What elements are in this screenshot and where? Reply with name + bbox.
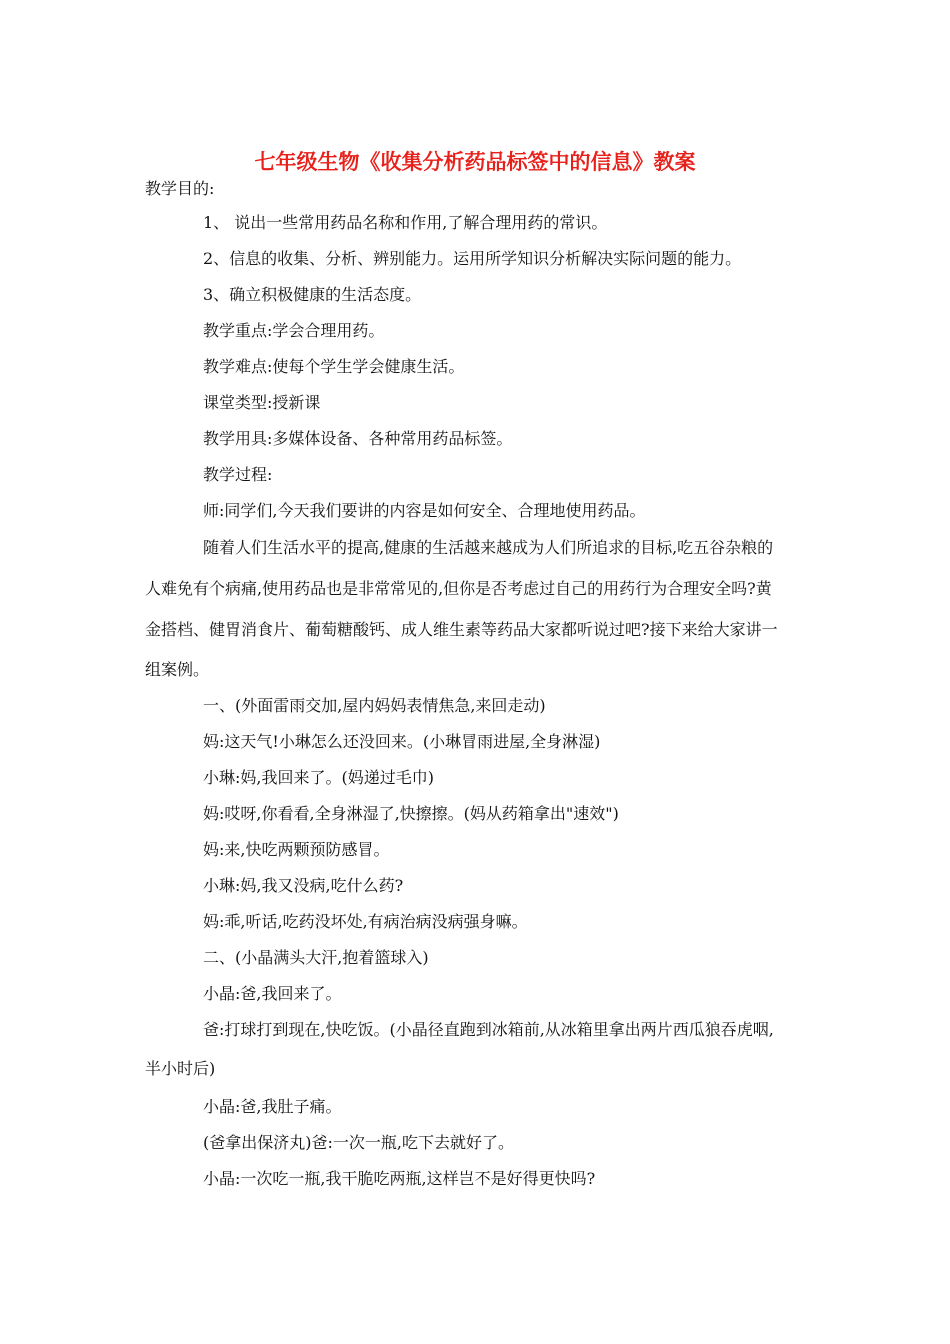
document-title: 七年级生物《收集分析药品标签中的信息》教案	[254, 149, 696, 174]
lesson-type: 课堂类型:授新课	[203, 393, 321, 412]
paragraph-line: 随着人们生活水平的提高,健康的生活越来越成为人们所追求的目标,吃五谷杂粮的	[203, 538, 774, 557]
paragraph-line: 人难免有个病痛,使用药品也是非常常见的,但你是否考虑过自己的用药行为合理安全吗?黄	[145, 579, 772, 598]
objective-item-1: 1、 说出一些常用药品名称和作用,了解合理用药的常识。	[203, 213, 608, 232]
dialogue-line: 半小时后)	[145, 1059, 216, 1078]
dialogue-line: 小琳:妈,我又没病,吃什么药?	[203, 876, 404, 895]
dialogue-line: 小晶:爸,我回来了。	[203, 984, 342, 1003]
dialogue-line: 小晶:爸,我肚子痛。	[203, 1097, 342, 1116]
difficult-point: 教学难点:使每个学生学会健康生活。	[203, 357, 465, 376]
objectives-heading: 教学目的:	[145, 179, 215, 198]
dialogue-line: 妈:哎呀,你看看,全身淋湿了,快擦擦。(妈从药箱拿出"速效")	[203, 804, 619, 823]
paragraph-line: 金搭档、健胃消食片、葡萄糖酸钙、成人维生素等药品大家都听说过吧?接下来给大家讲一	[145, 620, 778, 639]
dialogue-line: 妈:来,快吃两颗预防感冒。	[203, 840, 390, 859]
dialogue-line: 妈:这天气!小琳怎么还没回来。(小琳冒雨进屋,全身淋湿)	[203, 732, 601, 751]
dialogue-line: 小晶:一次吃一瓶,我干脆吃两瓶,这样岂不是好得更快吗?	[203, 1169, 596, 1188]
teaching-tools: 教学用具:多媒体设备、各种常用药品标签。	[203, 429, 513, 448]
paragraph-line: 组案例。	[145, 660, 210, 679]
objective-item-2: 2、信息的收集、分析、辨别能力。运用所学知识分析解决实际问题的能力。	[203, 249, 742, 268]
dialogue-line: 妈:乖,听话,吃药没坏处,有病治病没病强身嘛。	[203, 912, 528, 931]
dialogue-line: (爸拿出保济丸)爸:一次一瓶,吃下去就好了。	[203, 1133, 514, 1152]
key-point: 教学重点:学会合理用药。	[203, 321, 385, 340]
process-heading: 教学过程:	[203, 465, 273, 484]
dialogue-line: 爸:打球打到现在,快吃饭。(小晶径直跑到冰箱前,从冰箱里拿出两片西瓜狼吞虎咽,	[203, 1020, 774, 1039]
case-2-heading: 二、(小晶满头大汗,抱着篮球入)	[203, 948, 429, 967]
objective-item-3: 3、确立积极健康的生活态度。	[203, 285, 422, 304]
case-1-heading: 一、(外面雷雨交加,屋内妈妈表情焦急,来回走动)	[203, 696, 546, 715]
teacher-intro: 师:同学们,今天我们要讲的内容是如何安全、合理地使用药品。	[203, 501, 646, 520]
dialogue-line: 小琳:妈,我回来了。(妈递过毛巾)	[203, 768, 434, 787]
